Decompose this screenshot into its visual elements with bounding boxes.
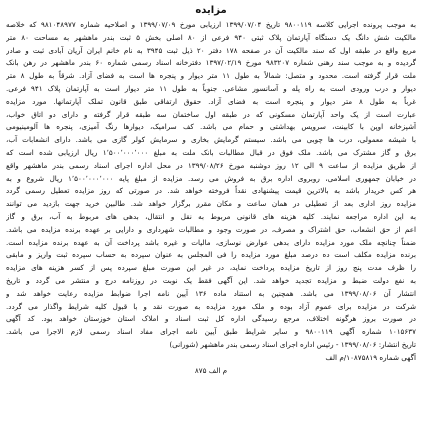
notice-line: تاریخ انتشار: ۱۳۹۹/۰۸/۰۶ - رئیس اداره اجرای اسناد رسمی بندر ماهشهر (شورانی): [169, 339, 416, 349]
notice-line: شرکت در مزایده برای عموم آزاد بوده و ملک مورد مزایده به صورت نقد و با قبول کلیه شرایط واگذار می گردد.: [6, 301, 416, 311]
notice-line: ضمناً چنانچه ملک مورد مزایده دارای بدهی عوارض نوسازی، مالیات و غیره باشد پرداخت آن به عهده برنده مزایده است.: [6, 237, 416, 247]
notice-line: با شیشه معمولی، درب ها چوبی می باشد. سیستم گرمایش بخاری و سرمایش کولر گازی می باشد. دارای انشعابات آب،: [6, 135, 416, 145]
notice-line: به نفع دولت ضبط و مزایده تجدید خواهد شد. این آگهی فقط یک نوبت در روزنامه درج و منتشر می گردد و تاریخ: [6, 275, 416, 285]
notice-line: هر کس خریدار باشد به بالاترین قیمت پیشنهادی نقداً فروخته خواهد شد. در صورتی که روز مزایده تعطیل رسمی گردد: [6, 186, 416, 196]
notice-line: مالکیت شش دانگ یک دستگاه آپارتمان پلاک ثبتی ۹۴۰ فرعی از ۸۰ اصلی بخش ۵ ثبت بندر ماهشهر به مساحت ۸۰ متر: [6, 32, 416, 42]
notice-line: از طریق مزایده از ساعت ۹ الی ۱۲ روز دوشنبه مورخ ۱۳۹۹/۰۸/۲۶ در محل اداره اجرای اسناد رسمی بندر ماهشهر واقع: [6, 160, 416, 170]
notice-line: انتشار آن ۱۳۹۹/۰۸/۰۶ می باشد. همچنین به استناد ماده ۱۳۶ آیین نامه اجرا ضوابط مزایده رعایت خواهد شد و: [6, 288, 416, 298]
notice-line: برنده مزایده مکلف است ده درصد مبلغ مورد مزایده را فی المجلس به عنوان سپرده به حساب سپرده ثبت واریز و مابقی: [6, 250, 416, 260]
notice-line: مزایده روز اداری بعد از تعطیلی در همان ساعت و مکان مقرر برگزار خواهد شد. طالبین خرید جهت بازدید می توانند: [6, 199, 416, 209]
notice-line: عبارت است از یک واحد آپارتمان مسکونی که در طبقه اول ساختمان سه طبقه قرار گرفته و دارای دو اتاق خواب،: [6, 109, 416, 119]
notice-line: آشپزخانه اوپن با کابینت، سرویس بهداشتی و حمام می باشد. کف سرامیک، دیوارها رنگ آمیزی، پنجره ها آلومینیومی: [6, 122, 416, 132]
notice-line: ۱۰۱۵۶۳۷ شماره آگهی ۹۸۰۰۱۱۹ و سایر شرایط طبق آیین نامه اجرای مفاد اسناد رسمی لازم الاجرا می باشد.: [6, 327, 416, 337]
notice-line: به موجب پرونده اجرایی کلاسه ۹۸۰۰۱۱۹ تاریخ ۱۳۹۹/۰۷/۰۴ ارزیابی مورخ ۱۳۹۹/۰۷/۰۹ و اصلاحیه شماره ۹۸۱۰۴۸۹۷۷ که خلاصه: [6, 20, 416, 29]
notice-line: آگهی شماره ۱۰۸۷۵۸۱۹/م الف: [325, 352, 416, 362]
notice-line: در صورت بروز هرگونه اختلاف، مرجع رسیدگی اداره کل ثبت اسناد و املاک استان خوزستان خواهد بود. کد آگهی: [6, 314, 416, 324]
notice-line: ملت قرار گرفته است. محدود و متصل: شمالاً به طول ۱۱ متر دیوار و پنجره ها است به فضای آزاد. شرقاً به طول ۸ متر: [6, 71, 416, 81]
notice-line: غرباً به طول ۸ متر دیوار و پنجره است به فضای آزاد. حقوق ارتفاقی طبق قانون تملک آپارتمانها. مورد مزایده: [6, 96, 416, 106]
notice-line: اعم از حق انشعاب، حق اشتراک و مصرف، در صورت وجود و مطالبات شهرداری و دارایی بر عهده برنده مزایده می باشد.: [6, 224, 416, 234]
notice-line: به این اداره مراجعه نمایند. کلیه هزینه های قانونی مربوط به نقل و انتقال، بدهی های مربوط به آب، برق و گاز: [6, 211, 416, 221]
notice-line: را ظرف مدت پنج روز از تاریخ مزایده پرداخت نماید، در غیر این صورت مبلغ سپرده پس از کسر هزینه های مزایده: [6, 263, 416, 273]
notice-line: گردیده و به موجب سند رهنی شماره ۹۸۳۲۰۷ مورخ ۱۳۹۷/۰۲/۱۹ دفترخانه اسناد رسمی شماره ۶۰ بندر ماهشهر در رهن بانک: [6, 58, 416, 68]
notice-line: مربع واقع در طبقه اول که سند مالکیت آن در صفحه ۱۷۸ دفتر ۲۰ ذیل ثبت ۳۹۴۵ به نام خانم ایران آریان آبادی ثبت و صادر: [6, 45, 416, 55]
notice-line: برق و گاز مشترک می باشد. ملک فوق در قبال مطالبات بانک ملت به مبلغ ۱٬۵۰۰٬۰۰۰٬۰۰۰ ریال ارزیابی شده است که: [6, 147, 416, 157]
notice-reference: م الف ۸۷۵: [194, 365, 228, 375]
notice-line: در خیابان جمهوری اسلامی، روبروی اداره برق به فروش می رسد. مزایده از مبلغ پایه ۱٬۵۰۰٬۰۰۰٬۰۰۰ ریال شروع و به: [6, 173, 416, 183]
notice-title: مزایده: [195, 5, 227, 16]
notice-body: [6, 19, 416, 377]
notice-line: دیوار و درب ورودی است به راه پله و آسانسور مشاعی. جنوباً به طول ۱۱ متر دیوار است به آپارتمان پلاک ۹۴۱ فرعی.: [6, 83, 416, 93]
